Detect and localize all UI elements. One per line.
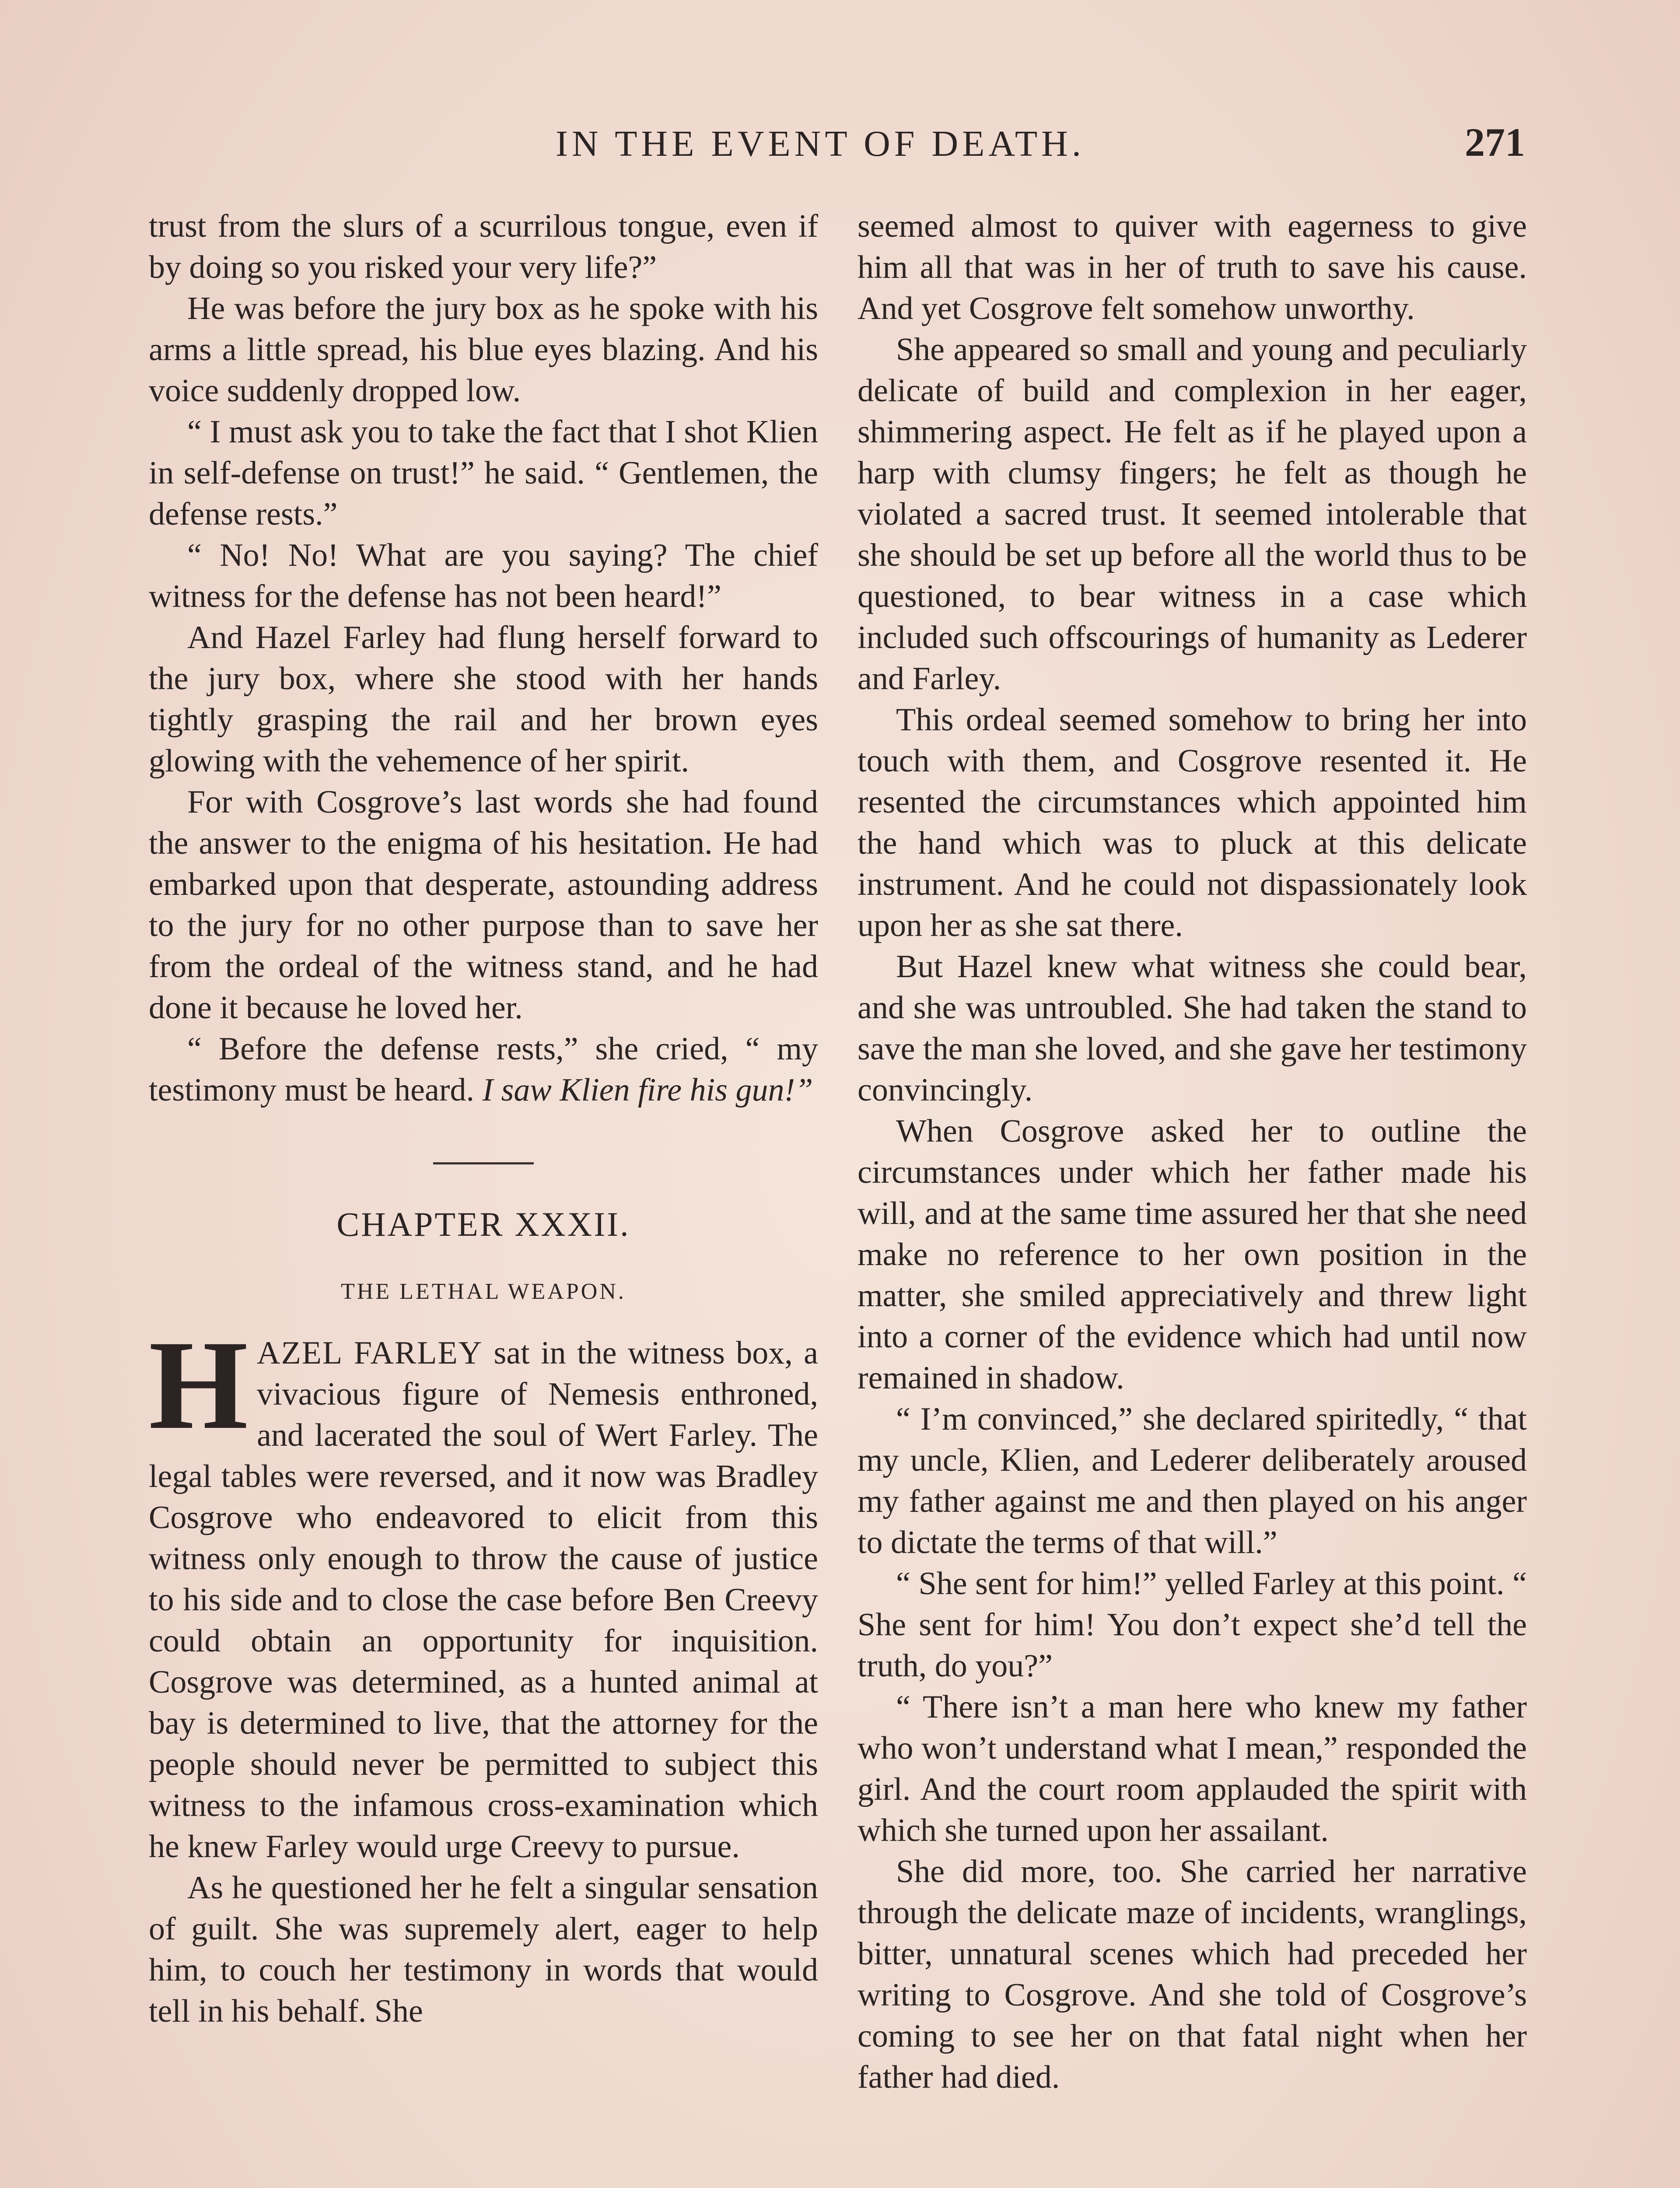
chapter-subtitle: THE LETHAL WEAPON. — [341, 1279, 626, 1304]
paragraph: For with Cosgrove’s last words she had found the answer to the enigma of his hesitation. He had embarked upon that desperate, astounding address to the jury for no other purpose than to save her from the ordeal of the witness stand, and he had done it because he loved her. — [149, 784, 818, 1026]
paragraph: “ I’m convinced,” she declared spiritedly, “ that my uncle, Klien, and Lederer deliberately aroused my father against me and then played on his anger to dictate the terms of that will.” — [858, 1401, 1527, 1560]
paragraph: This ordeal seemed somehow to bring her into touch with them, and Cosgrove resented it. He resented the circumstances which appointed him the hand which was to pluck at this delicate instrument. And he could not dispassionately look upon her as she sat there. — [858, 702, 1527, 943]
paragraph-text: “ Before the defense rests,” she cried, “ my testimony must be heard. — [149, 1031, 818, 1108]
drop-cap: H — [149, 1315, 248, 1456]
paragraph: “ No! No! What are you saying? The chief witness for the defense has not been heard!” — [149, 537, 818, 614]
paragraph: “ She sent for him!” yelled Farley at this point. “ She sent for him! You don’t expect she’d tell the truth, do you?” — [858, 1566, 1527, 1684]
chapter-title: CHAPTER XXXII. — [336, 1205, 630, 1243]
paragraph: But Hazel knew what witness she could bear, and she was untroubled. She had taken the stand to save the man she loved, and she gave her testimony convincingly. — [858, 949, 1527, 1108]
paragraph — [149, 1028, 818, 1111]
paragraph: “ I must ask you to take the fact that I shot Klien in self-defense on trust!” he said. “ Gentlemen, the defense rests.” — [149, 414, 818, 532]
paragraph-text: sat in the witness box, a vivacious figure of Nemesis enthroned, and lacerated the soul of Wert Farley. The legal tables were reversed, and it now was Bradley Cosgrove who endeavored to elicit from this witness only enough to throw the cause of justice to his side and to close the case before Ben Creevy could obtain an opportunity for inquisition. Cosgrove was determined, as a hunted animal at bay is determined to live, that the attorney for the people should never be permitted to subject this witness to the infamous cross-examination which he knew Farley would urge Creevy to pursue. — [149, 1335, 818, 1865]
paragraph: He was before the jury box as he spoke with his arms a little spread, his blue eyes blazing. And his voice suddenly dropped low. — [149, 291, 818, 409]
right-column — [858, 206, 1527, 2098]
paragraph: seemed almost to quiver with eagerness to give him all that was in her of truth to save his cause. And yet Cosgrove felt somehow unworthy. — [858, 208, 1527, 326]
paragraph — [149, 1315, 818, 1867]
paragraph: And Hazel Farley had flung herself forward to the jury box, where she stood with her hands tightly grasping the rail and her brown eyes glowing with the vehemence of her spirit. — [149, 620, 818, 779]
page-number: 271 — [1465, 120, 1525, 165]
left-column — [149, 206, 818, 2032]
italic-quote: I saw Klien fire his gun!” — [482, 1072, 813, 1108]
paragraph: “ There isn’t a man here who knew my father who won’t understand what I mean,” responded the girl. And the court room applauded the spirit with which she turned upon her assailant. — [858, 1689, 1527, 1848]
paragraph: She appeared so small and young and peculiarly delicate of build and complexion in her eager, shimmering aspect. He felt as if he played upon a harp with clumsy fingers; he felt as though he violated a sacred trust. It seemed intolerable that she should be set up before all the world thus to be questioned, to bear witness in a case which included such offscourings of humanity as Lederer and Farley. — [858, 332, 1527, 697]
paragraph: She did more, too. She carried her narrative through the delicate maze of incidents, wranglings, bitter, unnatural scenes which had preceded her writing to Cosgrove. And she told of Cosgrove’s coming to see her on that fatal night when her father had died. — [858, 1854, 1527, 2095]
drop-cap-lead: AZEL FARLEY — [257, 1335, 483, 1371]
paragraph: trust from the slurs of a scurrilous tongue, even if by doing so you risked your very life?” — [149, 208, 818, 285]
running-head: IN THE EVENT OF DEATH. — [556, 123, 1085, 164]
section-divider — [433, 1162, 534, 1164]
paragraph: As he questioned her he felt a singular sensation of guilt. She was supremely alert, eager to help him, to couch her testimony in words that would tell in his behalf. She — [149, 1870, 818, 2029]
paragraph: When Cosgrove asked her to outline the circumstances under which her father made his will, and at the same time assured her that she need make no reference to her own position in the matter, she smiled appreciatively and threw light into a corner of the evidence which had until now remained in shadow. — [858, 1113, 1527, 1396]
